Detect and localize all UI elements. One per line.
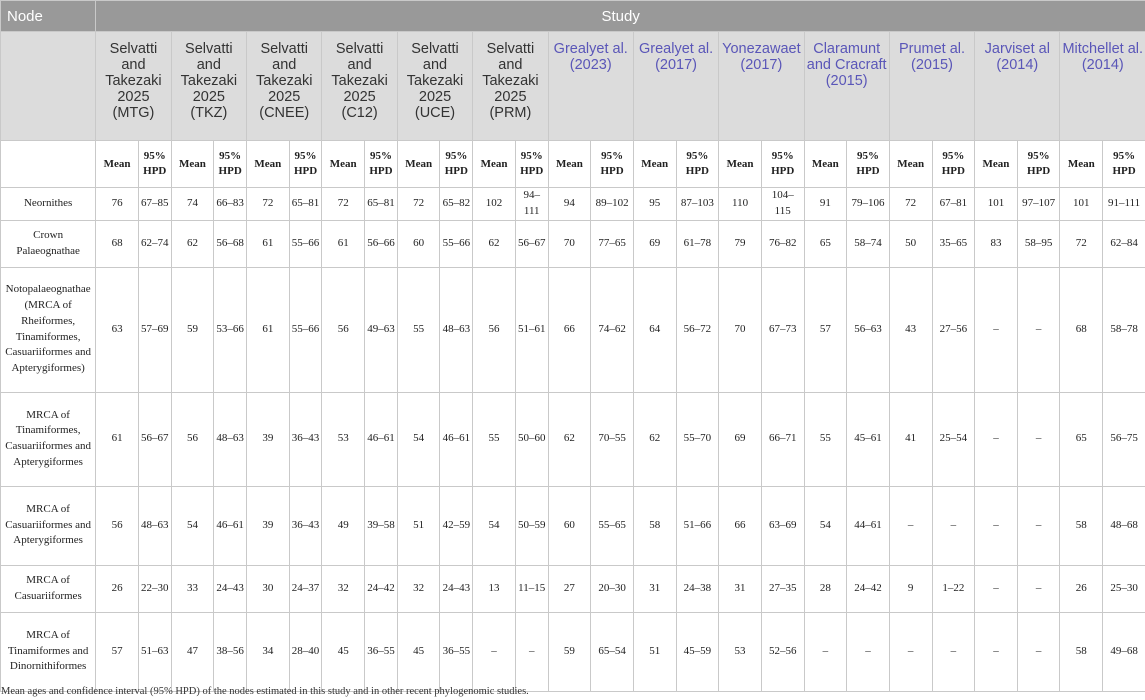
mean-cell: 59 (548, 612, 591, 691)
mean-cell: 30 (247, 565, 290, 612)
hpd-cell: 56–68 (214, 220, 247, 267)
hpd-cell: 51–63 (138, 612, 171, 691)
mean-cell: – (975, 486, 1018, 565)
mean-cell: 65 (1060, 392, 1103, 486)
blank-header-cell (1, 32, 96, 141)
mean-cell: 72 (889, 188, 932, 221)
hpd-subheader: 95% HPD (515, 141, 548, 188)
mean-cell: 27 (548, 565, 591, 612)
mean-cell: 101 (975, 188, 1018, 221)
mean-cell: – (889, 612, 932, 691)
mean-cell: 32 (397, 565, 440, 612)
mean-cell: 56 (473, 267, 516, 392)
hpd-cell: 94–111 (515, 188, 548, 221)
hpd-cell: 56–63 (847, 267, 890, 392)
mean-cell: 43 (889, 267, 932, 392)
mean-cell: 69 (633, 220, 676, 267)
hpd-cell: 67–85 (138, 188, 171, 221)
mean-cell: 94 (548, 188, 591, 221)
mean-cell: 32 (322, 565, 365, 612)
hpd-subheader: 95% HPD (1103, 141, 1145, 188)
hpd-subheader: 95% HPD (138, 141, 171, 188)
mean-cell: 59 (171, 267, 214, 392)
mean-cell: 61 (96, 392, 139, 486)
mean-cell: 101 (1060, 188, 1103, 221)
hpd-cell: 79–106 (847, 188, 890, 221)
hpd-cell: 39–58 (365, 486, 398, 565)
mean-cell: 54 (804, 486, 847, 565)
mean-cell: 65 (804, 220, 847, 267)
hpd-cell: 36–43 (289, 392, 322, 486)
mean-cell: 110 (719, 188, 762, 221)
mean-cell: 70 (548, 220, 591, 267)
mean-cell: 72 (397, 188, 440, 221)
study-header-13[interactable]: Mitchellet al. (2014) (1060, 32, 1145, 141)
hpd-cell: – (1017, 612, 1060, 691)
hpd-subheader: 95% HPD (761, 141, 804, 188)
mean-cell: – (975, 267, 1018, 392)
hpd-cell: 45–59 (676, 612, 719, 691)
hpd-cell: 51–66 (676, 486, 719, 565)
node-cell: Notopalaeognathae (MRCA of Rheiformes, Tinamiformes, Casuariiformes and Apterygiformes) (1, 267, 96, 392)
table-row (1, 392, 1145, 486)
mean-cell: – (975, 612, 1018, 691)
hpd-cell: 24–37 (289, 565, 322, 612)
table-row (1, 486, 1145, 565)
mean-cell: 50 (889, 220, 932, 267)
hpd-cell: 76–82 (761, 220, 804, 267)
mean-subheader: Mean (247, 141, 290, 188)
hpd-cell: 66–71 (761, 392, 804, 486)
mean-cell: 57 (96, 612, 139, 691)
mean-cell: 79 (719, 220, 762, 267)
hpd-subheader: 95% HPD (365, 141, 398, 188)
study-header-10[interactable]: Claramunt and Cracraft (2015) (804, 32, 889, 141)
hpd-cell: 53–66 (214, 267, 247, 392)
mean-cell: 62 (633, 392, 676, 486)
mean-cell: 49 (322, 486, 365, 565)
hpd-cell: 48–68 (1103, 486, 1145, 565)
hpd-cell: 28–40 (289, 612, 322, 691)
hpd-cell: 48–63 (440, 267, 473, 392)
mean-cell: 58 (633, 486, 676, 565)
mean-cell: 60 (548, 486, 591, 565)
table-row (1, 188, 1145, 221)
hpd-cell: 55–65 (591, 486, 634, 565)
hpd-cell: – (1017, 565, 1060, 612)
mean-cell: 66 (548, 267, 591, 392)
mean-cell: 56 (171, 392, 214, 486)
mean-cell: 41 (889, 392, 932, 486)
mean-cell: 33 (171, 565, 214, 612)
mean-cell: 72 (1060, 220, 1103, 267)
mean-cell: – (889, 486, 932, 565)
mean-cell: 102 (473, 188, 516, 221)
hpd-cell: 22–30 (138, 565, 171, 612)
header-row-top (1, 1, 1145, 32)
hpd-cell: 1–22 (932, 565, 975, 612)
hpd-subheader: 95% HPD (440, 141, 473, 188)
study-header-8[interactable]: Grealyet al. (2017) (633, 32, 718, 141)
node-cell: MRCA of Tinamiformes and Dinornithiformes (1, 612, 96, 691)
mean-cell: 91 (804, 188, 847, 221)
hpd-cell: 56–66 (365, 220, 398, 267)
hpd-cell: 20–30 (591, 565, 634, 612)
hpd-cell: 58–78 (1103, 267, 1145, 392)
hpd-cell: 65–54 (591, 612, 634, 691)
study-header-11[interactable]: Prumet al. (2015) (889, 32, 974, 141)
mean-cell: 58 (1060, 486, 1103, 565)
mean-subheader: Mean (171, 141, 214, 188)
mean-cell: 68 (1060, 267, 1103, 392)
mean-cell: 55 (804, 392, 847, 486)
mean-subheader: Mean (889, 141, 932, 188)
hpd-cell: 25–30 (1103, 565, 1145, 612)
mean-cell: 72 (247, 188, 290, 221)
mean-cell: 56 (322, 267, 365, 392)
mean-cell: – (975, 565, 1018, 612)
hpd-cell: 25–54 (932, 392, 975, 486)
hpd-cell: 51–61 (515, 267, 548, 392)
mean-cell: 54 (397, 392, 440, 486)
hpd-cell: 77–65 (591, 220, 634, 267)
study-header-9[interactable]: Yonezawaet (2017) (719, 32, 804, 141)
hpd-cell: 58–74 (847, 220, 890, 267)
mean-cell: 26 (1060, 565, 1103, 612)
header-row-studies (1, 32, 1145, 141)
hpd-cell: 24–38 (676, 565, 719, 612)
mean-cell: 61 (322, 220, 365, 267)
mean-cell: 54 (473, 486, 516, 565)
mean-subheader: Mean (548, 141, 591, 188)
mean-cell: 95 (633, 188, 676, 221)
mean-cell: 57 (804, 267, 847, 392)
mean-subheader: Mean (633, 141, 676, 188)
hpd-cell: 42–59 (440, 486, 473, 565)
mean-cell: 9 (889, 565, 932, 612)
mean-subheader: Mean (96, 141, 139, 188)
mean-cell: 13 (473, 565, 516, 612)
hpd-subheader: 95% HPD (676, 141, 719, 188)
mean-cell: 47 (171, 612, 214, 691)
hpd-cell: 24–42 (365, 565, 398, 612)
mean-cell: 62 (171, 220, 214, 267)
mean-cell: 28 (804, 565, 847, 612)
hpd-cell: 87–103 (676, 188, 719, 221)
mean-subheader: Mean (322, 141, 365, 188)
hpd-cell: – (1017, 267, 1060, 392)
hpd-cell: 55–66 (289, 267, 322, 392)
hpd-subheader: 95% HPD (847, 141, 890, 188)
mean-subheader: Mean (397, 141, 440, 188)
hpd-cell: 27–56 (932, 267, 975, 392)
hpd-cell: 65–81 (289, 188, 322, 221)
mean-cell: 53 (322, 392, 365, 486)
study-header-4: Selvatti and Takezaki 2025 (C12) (322, 32, 397, 141)
hpd-cell: 27–35 (761, 565, 804, 612)
table-body (1, 188, 1145, 692)
study-column-header: Study (96, 1, 1145, 32)
hpd-cell: 89–102 (591, 188, 634, 221)
mean-cell: 72 (322, 188, 365, 221)
hpd-cell: 57–69 (138, 267, 171, 392)
mean-cell: 31 (633, 565, 676, 612)
hpd-subheader: 95% HPD (214, 141, 247, 188)
mean-cell: 45 (397, 612, 440, 691)
mean-cell: 62 (548, 392, 591, 486)
hpd-cell: 104–115 (761, 188, 804, 221)
mean-cell: 62 (473, 220, 516, 267)
node-cell: MRCA of Tinamiformes, Casuariiformes and Apterygiformes (1, 392, 96, 486)
hpd-cell: 52–56 (761, 612, 804, 691)
hpd-cell: 62–74 (138, 220, 171, 267)
hpd-cell: – (1017, 486, 1060, 565)
mean-cell: 69 (719, 392, 762, 486)
hpd-cell: – (932, 612, 975, 691)
hpd-cell: 97–107 (1017, 188, 1060, 221)
hpd-cell: 46–61 (214, 486, 247, 565)
mean-cell: 34 (247, 612, 290, 691)
mean-cell: 58 (1060, 612, 1103, 691)
mean-cell: 39 (247, 392, 290, 486)
mean-subheader: Mean (719, 141, 762, 188)
hpd-cell: 65–81 (365, 188, 398, 221)
study-header-12[interactable]: Jarviset al (2014) (975, 32, 1060, 141)
hpd-cell: 62–84 (1103, 220, 1145, 267)
hpd-cell: 24–43 (440, 565, 473, 612)
mean-cell: 76 (96, 188, 139, 221)
table-caption: Mean ages and confidence interval (95% HPD) of the nodes estimated in this study and in other recent phylogenomic studies. (1, 686, 529, 697)
hpd-cell: 55–66 (289, 220, 322, 267)
mean-cell: 63 (96, 267, 139, 392)
node-column-header: Node (1, 1, 96, 32)
mean-cell: 51 (397, 486, 440, 565)
mean-cell: 45 (322, 612, 365, 691)
hpd-cell: 46–61 (440, 392, 473, 486)
mean-subheader: Mean (473, 141, 516, 188)
mean-cell: 39 (247, 486, 290, 565)
hpd-cell: 24–42 (847, 565, 890, 612)
hpd-cell: 63–69 (761, 486, 804, 565)
hpd-cell: 74–62 (591, 267, 634, 392)
mean-subheader: Mean (975, 141, 1018, 188)
mean-cell: 61 (247, 220, 290, 267)
mean-cell: 55 (473, 392, 516, 486)
hpd-cell: – (932, 486, 975, 565)
hpd-cell: 91–111 (1103, 188, 1145, 221)
mean-subheader: Mean (804, 141, 847, 188)
hpd-cell: 56–72 (676, 267, 719, 392)
hpd-cell: – (847, 612, 890, 691)
hpd-cell: – (1017, 392, 1060, 486)
mean-cell: 51 (633, 612, 676, 691)
hpd-cell: 49–63 (365, 267, 398, 392)
hpd-cell: 70–55 (591, 392, 634, 486)
mean-cell: 66 (719, 486, 762, 565)
hpd-cell: 48–63 (214, 392, 247, 486)
hpd-cell: 35–65 (932, 220, 975, 267)
hpd-cell: 65–82 (440, 188, 473, 221)
study-header-2: Selvatti and Takezaki 2025 (TKZ) (171, 32, 246, 141)
hpd-cell: 36–43 (289, 486, 322, 565)
hpd-subheader: 95% HPD (289, 141, 322, 188)
mean-subheader: Mean (1060, 141, 1103, 188)
mean-cell: 56 (96, 486, 139, 565)
study-header-7[interactable]: Grealyet al. (2023) (548, 32, 633, 141)
hpd-cell: 38–56 (214, 612, 247, 691)
study-header-3: Selvatti and Takezaki 2025 (CNEE) (247, 32, 322, 141)
hpd-cell: 50–60 (515, 392, 548, 486)
mean-cell: – (804, 612, 847, 691)
mean-cell: 83 (975, 220, 1018, 267)
hpd-cell: 61–78 (676, 220, 719, 267)
hpd-cell: 36–55 (440, 612, 473, 691)
node-cell: Crown Palaeognathae (1, 220, 96, 267)
hpd-cell: 46–61 (365, 392, 398, 486)
study-header-1: Selvatti and Takezaki 2025 (MTG) (96, 32, 171, 141)
hpd-cell: 56–67 (138, 392, 171, 486)
hpd-cell: 66–83 (214, 188, 247, 221)
table-row (1, 220, 1145, 267)
mean-cell: 60 (397, 220, 440, 267)
mean-cell: 31 (719, 565, 762, 612)
hpd-cell: 67–73 (761, 267, 804, 392)
study-header-5: Selvatti and Takezaki 2025 (UCE) (397, 32, 472, 141)
mean-cell: 74 (171, 188, 214, 221)
hpd-cell: 50–59 (515, 486, 548, 565)
mean-cell: 55 (397, 267, 440, 392)
hpd-subheader: 95% HPD (932, 141, 975, 188)
table-row (1, 565, 1145, 612)
hpd-cell: 56–75 (1103, 392, 1145, 486)
hpd-subheader: 95% HPD (1017, 141, 1060, 188)
hpd-cell: 58–95 (1017, 220, 1060, 267)
mean-cell: 54 (171, 486, 214, 565)
header-row-sub (1, 141, 1145, 188)
mean-cell: 61 (247, 267, 290, 392)
hpd-cell: – (515, 612, 548, 691)
node-cell: MRCA of Casuariiformes (1, 565, 96, 612)
mean-cell: 70 (719, 267, 762, 392)
hpd-cell: 36–55 (365, 612, 398, 691)
study-header-6: Selvatti and Takezaki 2025 (PRM) (473, 32, 548, 141)
mean-cell: 68 (96, 220, 139, 267)
hpd-cell: 55–66 (440, 220, 473, 267)
hpd-cell: 49–68 (1103, 612, 1145, 691)
hpd-cell: 55–70 (676, 392, 719, 486)
hpd-cell: 67–81 (932, 188, 975, 221)
mean-cell: 64 (633, 267, 676, 392)
node-cell: MRCA of Casuariiformes and Apterygiformes (1, 486, 96, 565)
mean-cell: – (473, 612, 516, 691)
blank-sub-header-cell (1, 141, 96, 188)
hpd-cell: 48–63 (138, 486, 171, 565)
hpd-subheader: 95% HPD (591, 141, 634, 188)
hpd-cell: 56–67 (515, 220, 548, 267)
hpd-cell: 45–61 (847, 392, 890, 486)
node-cell: Neornithes (1, 188, 96, 221)
hpd-cell: 44–61 (847, 486, 890, 565)
mean-cell: – (975, 392, 1018, 486)
table-row (1, 612, 1145, 691)
hpd-cell: 24–43 (214, 565, 247, 612)
mean-cell: 53 (719, 612, 762, 691)
mean-cell: 26 (96, 565, 139, 612)
hpd-cell: 11–15 (515, 565, 548, 612)
table-row (1, 267, 1145, 392)
